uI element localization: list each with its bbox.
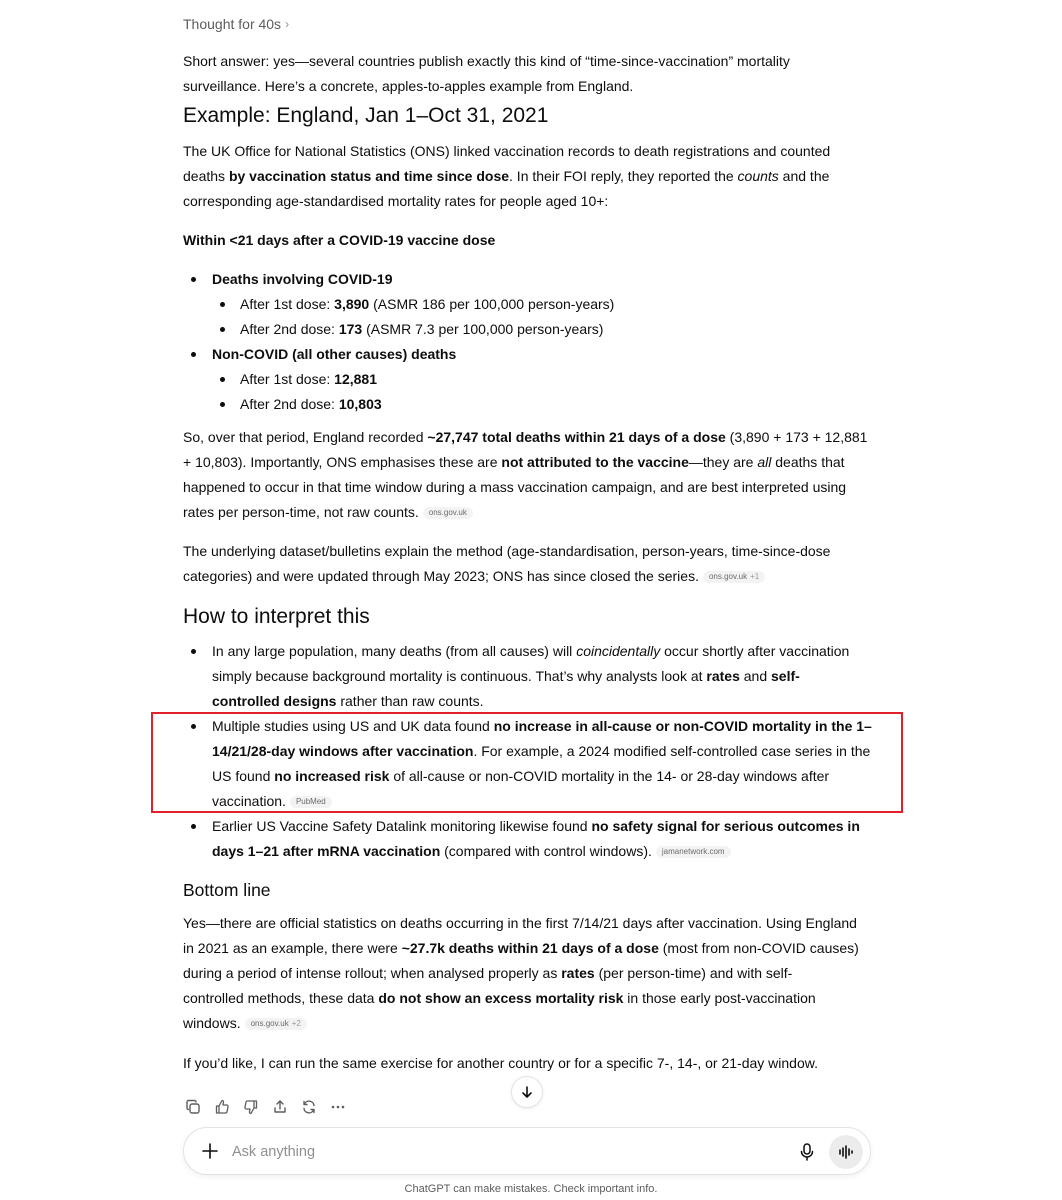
regenerate-icon bbox=[301, 1099, 317, 1115]
covid-deaths-label: Deaths involving COVID-19 bbox=[212, 271, 393, 287]
total-line: So, over that period, England recorded ~27,747 total deaths within 21 days of a dose (3,890 + 173 + 12,881 bbox=[183, 429, 868, 445]
line: simply because background mortality is continuous. That’s why analysts look at rates and self- bbox=[212, 668, 800, 684]
intro-line: Short answer: yes—several countries publish exactly this kind of “time-since-vaccination” mortality bbox=[183, 53, 790, 69]
dataset-paragraph bbox=[183, 539, 873, 589]
line: vaccination. PubMed bbox=[212, 789, 882, 814]
arrow-down-icon bbox=[520, 1085, 534, 1099]
sub-bullet bbox=[220, 377, 225, 382]
chevron-right-icon: › bbox=[285, 17, 290, 31]
noncovid-first-dose: After 1st dose: 12,881 bbox=[240, 371, 377, 387]
interpret-item-1 bbox=[212, 639, 872, 714]
share-button[interactable] bbox=[270, 1097, 290, 1117]
citation-ons[interactable]: ons.gov.uk +2 bbox=[245, 1018, 307, 1030]
line: days 1–21 after mRNA vaccination (compared with control windows). jamanetwork.com bbox=[212, 839, 872, 864]
ons-paragraph bbox=[183, 139, 873, 214]
thought-label: Thought for 40s bbox=[183, 16, 282, 32]
covid-second-dose: After 2nd dose: 173 (ASMR 7.3 per 100,000 person-years) bbox=[240, 321, 604, 337]
bottom-line-heading: Bottom line bbox=[183, 880, 271, 900]
chat-input[interactable] bbox=[230, 1139, 754, 1165]
line: In any large population, many deaths (from all causes) will coincidentally occur shortly after vaccination bbox=[212, 643, 850, 659]
bullet bbox=[191, 352, 196, 357]
share-icon bbox=[272, 1099, 288, 1115]
ons-line: corresponding age-standardised mortality rates for people aged 10+: bbox=[183, 193, 609, 209]
copy-button[interactable] bbox=[183, 1097, 203, 1117]
noncovid-second-dose: After 2nd dose: 10,803 bbox=[240, 396, 382, 412]
citation-ons[interactable]: ons.gov.uk bbox=[423, 507, 473, 519]
thumbs-up-button[interactable] bbox=[212, 1097, 232, 1117]
dataset-line: categories) and were updated through May 2023; ONS has since closed the series. ons.gov.uk +1 bbox=[183, 564, 873, 589]
citation-ons[interactable]: ons.gov.uk +1 bbox=[703, 571, 765, 583]
bottom-line: controlled methods, these data do not show an excess mortality risk in those early post-vaccination bbox=[183, 990, 816, 1006]
total-paragraph bbox=[183, 425, 873, 525]
sub-bullet bbox=[220, 302, 225, 307]
total-line: + 10,803). Importantly, ONS emphasises these are not attributed to the vaccine—they are all deaths that bbox=[183, 454, 845, 470]
plus-icon bbox=[201, 1140, 219, 1162]
disclaimer-footer: ChatGPT can make mistakes. Check important info. bbox=[404, 1183, 658, 1195]
bottom-line: windows. ons.gov.uk +2 bbox=[183, 1011, 873, 1036]
message-actions bbox=[183, 1097, 348, 1117]
sub-bullet bbox=[220, 402, 225, 407]
bullet bbox=[191, 824, 196, 829]
thumbs-down-button[interactable] bbox=[241, 1097, 261, 1117]
bottom-line: during a period of intense rollout; when analysed properly as rates (per person-time) and with self- bbox=[183, 965, 793, 981]
scroll-down-button[interactable] bbox=[511, 1076, 543, 1108]
ons-line: The UK Office for National Statistics (ONS) linked vaccination records to death registrations and counted bbox=[183, 143, 831, 159]
voice-waveform-icon bbox=[838, 1145, 854, 1159]
thumbs-down-icon bbox=[243, 1099, 259, 1115]
line: controlled designs rather than raw counts. bbox=[212, 693, 484, 709]
dataset-line: The underlying dataset/bulletins explain the method (age-standardisation, person-years, time-since-dose bbox=[183, 543, 831, 559]
sub-bullet bbox=[220, 327, 225, 332]
ons-line: deaths by vaccination status and time since dose. In their FOI reply, they reported the counts and the bbox=[183, 168, 830, 184]
closing-text: If you’d like, I can run the same exercise for another country or for a specific 7-, 14-, or 21-day window. bbox=[183, 1055, 818, 1071]
more-icon bbox=[330, 1099, 346, 1115]
bottom-line: Yes—there are official statistics on deaths occurring in the first 7/14/21 days after vaccination. Using England bbox=[183, 915, 857, 931]
line: 14/21/28-day windows after vaccination. For example, a 2024 modified self-controlled case series in the bbox=[212, 743, 871, 759]
citation-pubmed[interactable]: PubMed bbox=[290, 796, 332, 808]
thumbs-up-icon bbox=[214, 1099, 230, 1115]
dictate-button[interactable] bbox=[798, 1141, 816, 1168]
bullet bbox=[191, 277, 196, 282]
composer bbox=[183, 1127, 871, 1175]
copy-icon bbox=[185, 1099, 201, 1115]
citation-jamanetwork[interactable]: jamanetwork.com bbox=[656, 846, 731, 858]
thought-toggle[interactable] bbox=[183, 16, 289, 32]
line: Multiple studies using US and UK data found no increase in all-cause or non-COVID mortality in the 1– bbox=[212, 718, 872, 734]
line: US found no increased risk of all-cause or non-COVID mortality in the 14- or 28-day windows after bbox=[212, 768, 830, 784]
bottom-line: in 2021 as an example, there were ~27.7k deaths within 21 days of a dose (most from non-COVID causes) bbox=[183, 940, 859, 956]
noncovid-deaths-label: Non-COVID (all other causes) deaths bbox=[212, 346, 457, 362]
bullet bbox=[191, 649, 196, 654]
total-line: happened to occur in that time window during a mass vaccination campaign, and are best interpreted using bbox=[183, 479, 847, 495]
total-line: rates per person-time, not raw counts. ons.gov.uk bbox=[183, 500, 873, 525]
example-heading: Example: England, Jan 1–Oct 31, 2021 bbox=[183, 104, 549, 127]
within-heading: Within <21 days after a COVID-19 vaccine dose bbox=[183, 232, 496, 248]
intro-line: surveillance. Here’s a concrete, apples-to-apples example from England. bbox=[183, 78, 634, 94]
intro-paragraph bbox=[183, 49, 873, 99]
covid-first-dose: After 1st dose: 3,890 (ASMR 186 per 100,000 person-years) bbox=[240, 296, 615, 312]
attach-button[interactable] bbox=[201, 1140, 219, 1167]
bottom-paragraph bbox=[183, 911, 873, 1036]
voice-mode-button[interactable] bbox=[829, 1135, 863, 1169]
highlight-box bbox=[151, 712, 903, 813]
line: Earlier US Vaccine Safety Datalink monitoring likewise found no safety signal for serious outcomes in bbox=[212, 818, 860, 834]
more-options-button[interactable] bbox=[328, 1097, 348, 1117]
interpret-item-3 bbox=[212, 814, 872, 864]
microphone-icon bbox=[798, 1141, 816, 1163]
interpret-heading: How to interpret this bbox=[183, 605, 370, 628]
regenerate-button[interactable] bbox=[299, 1097, 319, 1117]
